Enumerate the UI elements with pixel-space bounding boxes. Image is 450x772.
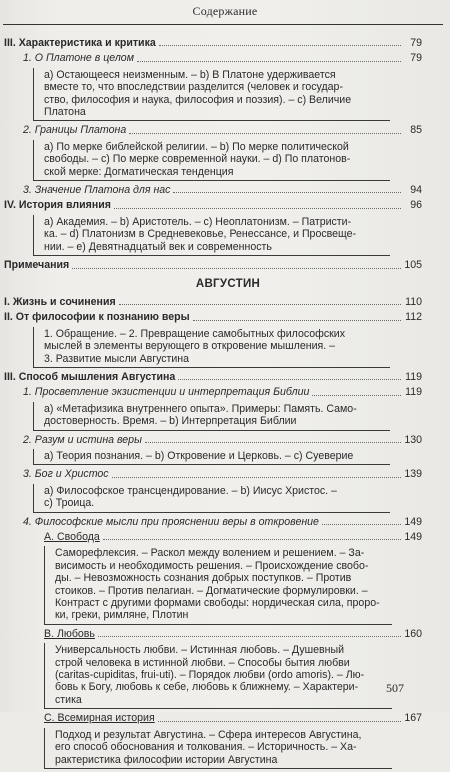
description-line: свободы. – с) По мерке современной науки. – d) По платонов- bbox=[44, 153, 351, 166]
dot-leader bbox=[98, 635, 401, 637]
toc-entry-description bbox=[33, 449, 390, 465]
toc-entry-description bbox=[33, 484, 390, 513]
description-line: строй человека в истинной любви. – Способы бытия любви bbox=[55, 656, 350, 669]
toc-entry-description bbox=[44, 643, 392, 709]
dot-leader bbox=[145, 441, 401, 443]
toc-entry-title: III. Способ мышления Августина bbox=[4, 370, 176, 383]
description-line: а) По мерке библейской религии. – b) По мерке политической bbox=[44, 140, 349, 153]
toc-entry-description bbox=[33, 68, 390, 122]
dot-leader bbox=[137, 60, 401, 62]
description-line: 3. Развитие мысли Августина bbox=[44, 352, 190, 365]
toc-chapter-entry[interactable] bbox=[4, 311, 422, 323]
toc-entry-title: 2. Границы Платона bbox=[23, 124, 127, 137]
dot-leader bbox=[312, 394, 401, 396]
toc-section-entry[interactable] bbox=[4, 124, 422, 136]
toc-page-number: 105 bbox=[404, 259, 422, 272]
dot-leader bbox=[173, 191, 401, 193]
toc-part-augustine bbox=[4, 296, 422, 772]
description-line: Контраст с другими формами свободы: нордическая сила, проро- bbox=[55, 597, 380, 610]
toc-entry-title: 1. О Платоне в целом bbox=[23, 52, 134, 65]
toc-entry-title: 1. Просветление экзистенции и интерпретация Библии bbox=[23, 386, 310, 399]
toc-page-number: 85 bbox=[410, 124, 422, 137]
toc-page-number: 119 bbox=[405, 370, 422, 383]
table-of-contents bbox=[4, 37, 422, 772]
toc-page-number: 79 bbox=[410, 52, 422, 65]
toc-section-entry[interactable] bbox=[4, 468, 422, 480]
toc-entry-title: Примечания bbox=[4, 259, 70, 272]
toc-section-entry[interactable] bbox=[4, 434, 422, 446]
description-line: 1. Обращение. – 2. Превращение самобытных философских bbox=[44, 327, 346, 340]
toc-page-number: 96 bbox=[410, 199, 422, 212]
description-line: а) Остающееся неизменным. – b) В Платоне удерживается bbox=[44, 68, 336, 81]
toc-entry-title: II. От философии к познанию веры bbox=[4, 311, 190, 324]
description-line: Подход и результат Августина. – Сфера интересов Августина, bbox=[55, 728, 362, 741]
description-line: ды. – Невозможность сознания добрых поступков. – Против bbox=[55, 572, 352, 585]
toc-chapter-entry[interactable] bbox=[4, 371, 422, 383]
toc-page-number: 139 bbox=[404, 468, 422, 481]
dot-leader bbox=[193, 319, 401, 321]
description-line: стоиков. – Против пелагиан. – Догматические формулировки. – bbox=[55, 584, 368, 597]
toc-chapter-entry[interactable] bbox=[4, 296, 422, 308]
dot-leader bbox=[178, 378, 401, 380]
description-line: ка. – d) Платонизм в Средневековье, Ренессансе, и Просвеще- bbox=[44, 228, 357, 241]
toc-subsection-entry[interactable] bbox=[4, 712, 422, 724]
dot-leader bbox=[112, 476, 401, 478]
dot-leader bbox=[114, 207, 401, 209]
dot-leader bbox=[158, 720, 401, 722]
description-line: (caritas-cupiditas, frui-uti). – Порядок любви (ordo amoris). – Лю- bbox=[55, 669, 365, 682]
description-line: висимость и необходимость решения. – Происхождение свобо- bbox=[55, 559, 369, 572]
toc-entry-description bbox=[33, 327, 390, 368]
description-line: ки, греки, римляне, Плотин bbox=[55, 609, 189, 622]
dot-leader bbox=[129, 132, 401, 134]
toc-entry-description bbox=[33, 215, 390, 256]
toc-section-entry[interactable] bbox=[4, 386, 422, 398]
toc-entry-title: IV. История влияния bbox=[4, 199, 111, 212]
toc-entry-description bbox=[44, 728, 392, 769]
page-number: 507 bbox=[386, 681, 404, 695]
description-line: рактеристика философии истории Августина bbox=[55, 753, 278, 766]
toc-page-number: 110 bbox=[405, 295, 422, 308]
description-line: Саморефлексия. – Раскол между волением и решением. – За- bbox=[55, 547, 365, 560]
description-line: Платона bbox=[44, 106, 86, 119]
toc-subsection-entry[interactable] bbox=[4, 628, 422, 640]
toc-part-plato bbox=[4, 37, 422, 275]
description-line: а) «Метафизика внутреннего опыта». Примеры: Память. Само- bbox=[44, 402, 357, 415]
running-head: Содержание bbox=[192, 4, 258, 18]
toc-entry-title: 4. Философские мысли при прояснении веры в откровение bbox=[23, 515, 319, 528]
dot-leader bbox=[322, 523, 401, 525]
toc-page-number: 167 bbox=[404, 712, 422, 725]
description-line: его способ обоснования и толкования. – Историчность. – Ха- bbox=[55, 741, 357, 754]
toc-entry-title: I. Жизнь и сочинения bbox=[4, 295, 116, 308]
description-line: бовь к Богу, любовь к себе, любовь к ближнему. – Характери- bbox=[55, 681, 359, 694]
description-line: достоверность. Время. – b) Интерпретация Библии bbox=[44, 415, 297, 428]
toc-entry-title: 2. Разум и истина веры bbox=[23, 433, 142, 446]
toc-page-number: 149 bbox=[404, 531, 422, 543]
toc-entry-title: 3. Бог и Христос bbox=[23, 468, 109, 481]
toc-entry-title: В. Любовь bbox=[44, 627, 95, 640]
toc-page-number: 94 bbox=[410, 184, 422, 197]
description-line: Универсальность любви. – Истинная любовь. – Душевный bbox=[55, 644, 345, 657]
toc-page-number: 160 bbox=[404, 627, 422, 640]
toc-section-entry[interactable] bbox=[4, 52, 422, 64]
description-line: с) Троица. bbox=[44, 497, 95, 510]
toc-page-number: 149 bbox=[404, 515, 422, 528]
toc-section-entry[interactable] bbox=[4, 516, 422, 528]
toc-page-number: 112 bbox=[405, 311, 422, 324]
toc-page-number: 119 bbox=[405, 386, 422, 399]
toc-chapter-entry[interactable] bbox=[4, 259, 422, 271]
description-line: ской мерке: Догматическая тенденция bbox=[44, 165, 234, 178]
dot-leader bbox=[72, 267, 401, 269]
toc-entry-description bbox=[33, 140, 390, 181]
toc-chapter-entry[interactable] bbox=[4, 199, 422, 211]
description-line: а) Академия. – b) Аристотель. – с) Неоплатонизм. – Патристи- bbox=[44, 215, 352, 228]
toc-entry-description bbox=[44, 546, 392, 624]
toc-subsection-entry[interactable] bbox=[4, 531, 422, 543]
toc-entry-title: 3. Значение Платона для нас bbox=[23, 184, 171, 197]
toc-entry-description bbox=[33, 402, 390, 431]
toc-entry-title: С. Всемирная история bbox=[44, 712, 155, 725]
description-line: ство, философия и наука, философия и поэзия). – с) Величие bbox=[44, 93, 352, 106]
description-line: а) Философское трансцендирование. – b) Иисус Христос. – bbox=[44, 484, 337, 497]
toc-section-entry[interactable] bbox=[4, 184, 422, 196]
toc-entry-title: А. Свобода bbox=[44, 531, 100, 543]
dot-leader bbox=[103, 538, 401, 540]
toc-chapter-entry[interactable] bbox=[4, 37, 422, 49]
description-line: нии. – е) Девятнадцатый век и современность bbox=[44, 240, 272, 253]
dot-leader bbox=[159, 44, 401, 46]
description-line: стика bbox=[55, 693, 82, 706]
toc-page-number: 79 bbox=[410, 37, 422, 49]
toc-entry-title: III. Характеристика и критика bbox=[4, 37, 156, 49]
description-line: а) Теория познания. – b) Откровение и Церковь. – с) Суеверие bbox=[44, 449, 354, 462]
dot-leader bbox=[119, 303, 401, 305]
description-line: вместе то, что впоследствии разделится (человек и государ- bbox=[44, 81, 343, 94]
description-line: мыслей в элементы верующего в откровение мышления. – bbox=[44, 340, 336, 353]
toc-page-number: 130 bbox=[404, 433, 422, 446]
header-rule bbox=[3, 24, 443, 25]
section-title: АВГУСТИН bbox=[195, 277, 261, 290]
